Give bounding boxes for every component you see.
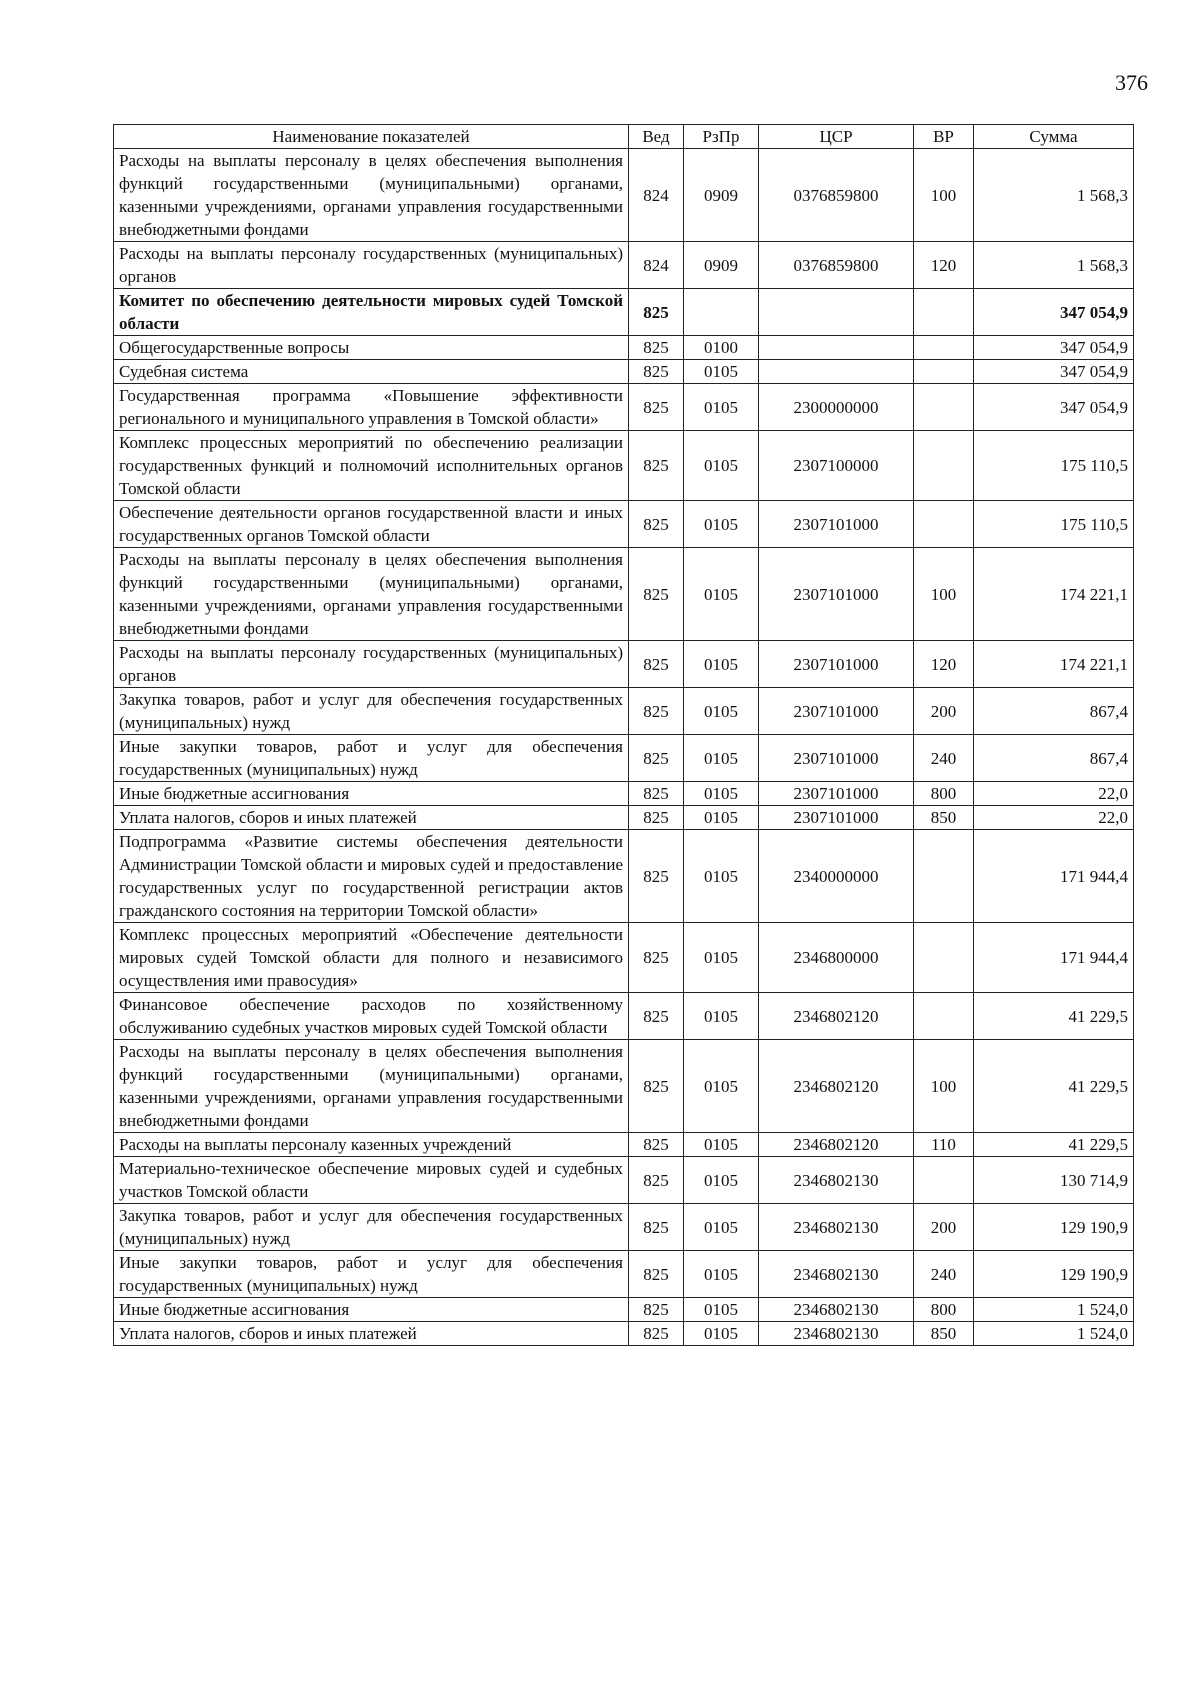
cell-ved: 825 (629, 1133, 684, 1157)
cell-csr: 2346802130 (759, 1204, 914, 1251)
cell-sum: 175 110,5 (974, 501, 1134, 548)
cell-vr: 850 (914, 1322, 974, 1346)
cell-rzpr: 0105 (684, 1040, 759, 1133)
cell-ved: 825 (629, 735, 684, 782)
cell-csr (759, 360, 914, 384)
cell-ved: 825 (629, 501, 684, 548)
cell-name: Финансовое обеспечение расходов по хозяйственному обслуживанию судебных участков мировых судей Томской области (114, 993, 629, 1040)
cell-rzpr: 0105 (684, 1322, 759, 1346)
header-vr: ВР (914, 125, 974, 149)
cell-vr (914, 993, 974, 1040)
table-row (114, 806, 1134, 830)
cell-rzpr: 0105 (684, 1298, 759, 1322)
cell-vr: 200 (914, 1204, 974, 1251)
table-row (114, 1204, 1134, 1251)
header-rzpr: РзПр (684, 125, 759, 149)
cell-csr: 2346802120 (759, 993, 914, 1040)
cell-ved: 825 (629, 782, 684, 806)
cell-csr: 2307101000 (759, 735, 914, 782)
cell-name: Комплекс процессных мероприятий «Обеспечение деятельности мировых судей Томской области для полного и независимого осуществления ими правосудия» (114, 923, 629, 993)
cell-vr: 110 (914, 1133, 974, 1157)
cell-csr: 2300000000 (759, 384, 914, 431)
cell-csr: 2307101000 (759, 806, 914, 830)
cell-vr: 100 (914, 149, 974, 242)
table-row (114, 548, 1134, 641)
cell-name: Иные закупки товаров, работ и услуг для обеспечения государственных (муниципальных) нужд (114, 1251, 629, 1298)
cell-sum: 1 568,3 (974, 149, 1134, 242)
cell-sum: 1 568,3 (974, 242, 1134, 289)
table-row (114, 336, 1134, 360)
cell-ved: 824 (629, 242, 684, 289)
cell-rzpr: 0105 (684, 830, 759, 923)
cell-rzpr: 0105 (684, 431, 759, 501)
cell-csr: 2307101000 (759, 548, 914, 641)
table-header-row (114, 125, 1134, 149)
cell-ved: 825 (629, 1204, 684, 1251)
cell-csr: 2340000000 (759, 830, 914, 923)
cell-name: Расходы на выплаты персоналу казенных учреждений (114, 1133, 629, 1157)
cell-vr (914, 501, 974, 548)
cell-csr: 2346802120 (759, 1040, 914, 1133)
cell-rzpr: 0105 (684, 688, 759, 735)
cell-sum: 41 229,5 (974, 1133, 1134, 1157)
cell-csr: 2307101000 (759, 782, 914, 806)
cell-vr: 240 (914, 1251, 974, 1298)
cell-rzpr: 0105 (684, 548, 759, 641)
cell-sum: 22,0 (974, 806, 1134, 830)
cell-ved: 825 (629, 1322, 684, 1346)
table-row (114, 1251, 1134, 1298)
cell-ved: 825 (629, 806, 684, 830)
table-row (114, 149, 1134, 242)
cell-rzpr: 0105 (684, 993, 759, 1040)
cell-name: Закупка товаров, работ и услуг для обеспечения государственных (муниципальных) нужд (114, 1204, 629, 1251)
cell-name: Судебная система (114, 360, 629, 384)
cell-name: Расходы на выплаты персоналу государственных (муниципальных) органов (114, 242, 629, 289)
cell-ved: 825 (629, 993, 684, 1040)
table-row (114, 1133, 1134, 1157)
cell-csr: 2307100000 (759, 431, 914, 501)
cell-sum: 22,0 (974, 782, 1134, 806)
cell-vr (914, 431, 974, 501)
page-number: 376 (1115, 70, 1148, 95)
cell-csr: 2346802130 (759, 1157, 914, 1204)
cell-rzpr: 0105 (684, 1204, 759, 1251)
cell-rzpr: 0105 (684, 360, 759, 384)
cell-vr: 100 (914, 1040, 974, 1133)
cell-csr (759, 336, 914, 360)
cell-csr: 2307101000 (759, 501, 914, 548)
cell-name: Расходы на выплаты персоналу в целях обеспечения выполнения функций государственными (муниципальными) органами, казенными учреждениями, органами управления государственными внебюджетными фондами (114, 149, 629, 242)
cell-ved: 825 (629, 641, 684, 688)
table-row (114, 923, 1134, 993)
cell-rzpr: 0105 (684, 1157, 759, 1204)
cell-csr (759, 289, 914, 336)
cell-sum: 41 229,5 (974, 993, 1134, 1040)
table-row (114, 360, 1134, 384)
cell-sum: 867,4 (974, 688, 1134, 735)
table-row (114, 501, 1134, 548)
header-name: Наименование показателей (114, 125, 629, 149)
cell-name: Расходы на выплаты персоналу в целях обеспечения выполнения функций государственными (муниципальными) органами, казенными учреждениями, органами управления государственными внебюджетными фондами (114, 1040, 629, 1133)
cell-name: Закупка товаров, работ и услуг для обеспечения государственных (муниципальных) нужд (114, 688, 629, 735)
cell-rzpr: 0105 (684, 782, 759, 806)
cell-name: Иные закупки товаров, работ и услуг для обеспечения государственных (муниципальных) нужд (114, 735, 629, 782)
cell-vr (914, 289, 974, 336)
cell-rzpr: 0105 (684, 501, 759, 548)
cell-rzpr: 0105 (684, 806, 759, 830)
table-row (114, 1322, 1134, 1346)
cell-ved: 825 (629, 384, 684, 431)
cell-sum: 347 054,9 (974, 384, 1134, 431)
cell-sum: 347 054,9 (974, 360, 1134, 384)
cell-sum: 171 944,4 (974, 830, 1134, 923)
cell-sum: 1 524,0 (974, 1298, 1134, 1322)
cell-vr: 100 (914, 548, 974, 641)
cell-vr (914, 336, 974, 360)
cell-sum: 171 944,4 (974, 923, 1134, 993)
cell-vr: 800 (914, 1298, 974, 1322)
table-row (114, 242, 1134, 289)
cell-csr: 2346802130 (759, 1298, 914, 1322)
cell-csr: 2307101000 (759, 688, 914, 735)
budget-table (113, 124, 1134, 1346)
cell-name: Иные бюджетные ассигнования (114, 782, 629, 806)
table-row (114, 782, 1134, 806)
cell-ved: 825 (629, 1157, 684, 1204)
table-row (114, 1157, 1134, 1204)
cell-name: Расходы на выплаты персоналу государственных (муниципальных) органов (114, 641, 629, 688)
cell-ved: 825 (629, 1040, 684, 1133)
cell-ved: 825 (629, 360, 684, 384)
cell-ved: 825 (629, 336, 684, 360)
cell-rzpr: 0105 (684, 1133, 759, 1157)
cell-sum: 347 054,9 (974, 336, 1134, 360)
table-row (114, 1040, 1134, 1133)
cell-ved: 825 (629, 1298, 684, 1322)
cell-vr: 120 (914, 242, 974, 289)
cell-sum: 129 190,9 (974, 1251, 1134, 1298)
cell-rzpr: 0105 (684, 735, 759, 782)
cell-name: Уплата налогов, сборов и иных платежей (114, 1322, 629, 1346)
cell-ved: 825 (629, 688, 684, 735)
cell-name: Обеспечение деятельности органов государственной власти и иных государственных органов Томской области (114, 501, 629, 548)
cell-ved: 825 (629, 1251, 684, 1298)
cell-csr: 2346800000 (759, 923, 914, 993)
cell-name: Иные бюджетные ассигнования (114, 1298, 629, 1322)
cell-sum: 129 190,9 (974, 1204, 1134, 1251)
cell-rzpr: 0105 (684, 641, 759, 688)
cell-sum: 41 229,5 (974, 1040, 1134, 1133)
cell-sum: 174 221,1 (974, 641, 1134, 688)
table-body (114, 149, 1134, 1346)
cell-vr: 200 (914, 688, 974, 735)
header-sum: Сумма (974, 125, 1134, 149)
cell-sum: 1 524,0 (974, 1322, 1134, 1346)
table-row (114, 830, 1134, 923)
table-row (114, 735, 1134, 782)
cell-sum: 130 714,9 (974, 1157, 1134, 1204)
cell-csr: 2346802120 (759, 1133, 914, 1157)
header-csr: ЦСР (759, 125, 914, 149)
cell-csr: 0376859800 (759, 242, 914, 289)
cell-vr: 850 (914, 806, 974, 830)
cell-ved: 824 (629, 149, 684, 242)
cell-name: Общегосударственные вопросы (114, 336, 629, 360)
table-row (114, 688, 1134, 735)
cell-vr: 120 (914, 641, 974, 688)
cell-csr: 0376859800 (759, 149, 914, 242)
cell-rzpr: 0909 (684, 149, 759, 242)
cell-vr (914, 923, 974, 993)
table-row (114, 1298, 1134, 1322)
cell-rzpr: 0105 (684, 1251, 759, 1298)
cell-vr: 240 (914, 735, 974, 782)
cell-name: Уплата налогов, сборов и иных платежей (114, 806, 629, 830)
table-row (114, 431, 1134, 501)
cell-rzpr: 0909 (684, 242, 759, 289)
cell-rzpr: 0100 (684, 336, 759, 360)
cell-sum: 867,4 (974, 735, 1134, 782)
table-row (114, 289, 1134, 336)
cell-sum: 347 054,9 (974, 289, 1134, 336)
cell-rzpr: 0105 (684, 923, 759, 993)
table-row (114, 384, 1134, 431)
cell-ved: 825 (629, 923, 684, 993)
cell-rzpr: 0105 (684, 384, 759, 431)
cell-csr: 2307101000 (759, 641, 914, 688)
cell-vr (914, 830, 974, 923)
table-row (114, 993, 1134, 1040)
cell-ved: 825 (629, 431, 684, 501)
cell-name: Комплекс процессных мероприятий по обеспечению реализации государственных функций и полномочий исполнительных органов Томской области (114, 431, 629, 501)
cell-name: Подпрограмма «Развитие системы обеспечения деятельности Администрации Томской области и мировых судей и предоставление государственных услуг по государственной регистрации актов гражданского состояния на территории Томской области» (114, 830, 629, 923)
cell-sum: 175 110,5 (974, 431, 1134, 501)
cell-vr (914, 384, 974, 431)
cell-ved: 825 (629, 830, 684, 923)
cell-csr: 2346802130 (759, 1322, 914, 1346)
cell-ved: 825 (629, 289, 684, 336)
cell-sum: 174 221,1 (974, 548, 1134, 641)
cell-ved: 825 (629, 548, 684, 641)
cell-vr: 800 (914, 782, 974, 806)
table-row (114, 641, 1134, 688)
cell-vr (914, 360, 974, 384)
cell-csr: 2346802130 (759, 1251, 914, 1298)
cell-name: Расходы на выплаты персоналу в целях обеспечения выполнения функций государственными (муниципальными) органами, казенными учреждениями, органами управления государственными внебюджетными фондами (114, 548, 629, 641)
cell-vr (914, 1157, 974, 1204)
cell-name: Государственная программа «Повышение эффективности регионального и муниципального управления в Томской области» (114, 384, 629, 431)
cell-name: Комитет по обеспечению деятельности мировых судей Томской области (114, 289, 629, 336)
cell-name: Материально-техническое обеспечение мировых судей и судебных участков Томской области (114, 1157, 629, 1204)
cell-rzpr (684, 289, 759, 336)
header-ved: Вед (629, 125, 684, 149)
